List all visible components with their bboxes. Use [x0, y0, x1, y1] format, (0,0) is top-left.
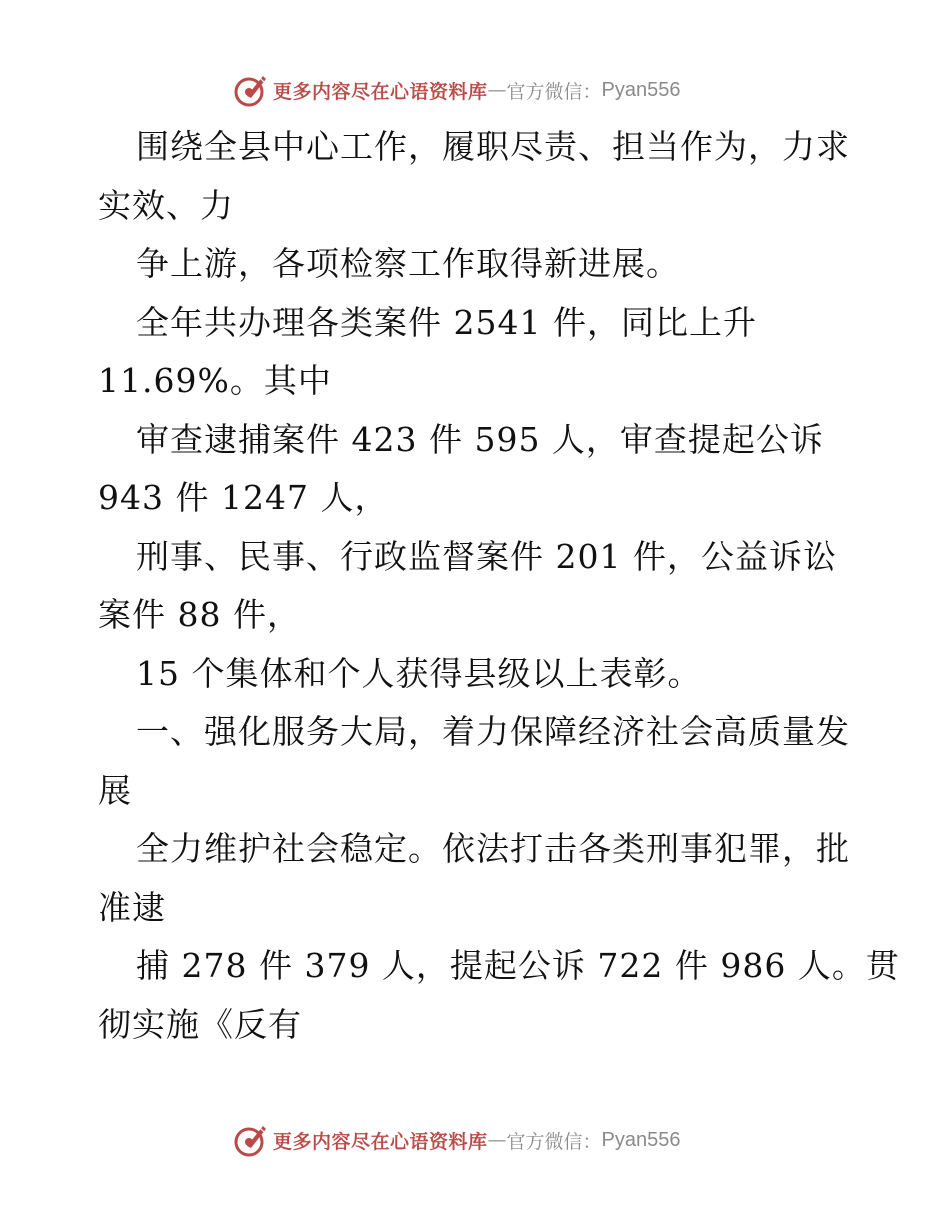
paragraph-line: 捕 278 件 379 人，提起公诉 722 件 986 人。贯 — [136, 946, 900, 985]
paragraph-line: 争上游，各项检察工作取得新进展。 — [136, 244, 680, 283]
paragraph-line: 围绕全县中心工作，履职尽责、担当作为，力求 — [136, 127, 850, 166]
paragraph-line: 15 个集体和个人获得县级以上表彰。 — [136, 653, 702, 693]
paragraph-line: 全力维护社会稳定。依法打击各类刑事犯罪，批 — [136, 829, 850, 868]
watermark-brand-text: 更多内容尽在心语资料库 — [273, 80, 488, 103]
watermark-dash: — — [487, 1129, 507, 1151]
document-body — [98, 118, 900, 1054]
watermark-wechat-label: 官方微信： — [506, 80, 602, 103]
watermark-wechat-label: 官方微信： — [506, 1130, 602, 1153]
quill-pen-circle-icon — [233, 1122, 269, 1158]
paragraph-line: 案件 88 件， — [98, 595, 301, 634]
section-heading-line: 展 — [98, 770, 132, 810]
paragraph-line: 彻实施《反有 — [98, 1004, 302, 1044]
watermark-wechat-id: Pyan556 — [601, 78, 681, 101]
paragraph-line: 刑事、民事、行政监督案件 201 件，公益诉讼 — [136, 536, 837, 576]
paragraph-line: 943 件 1247 人， — [98, 478, 389, 517]
footer-watermark — [233, 1120, 681, 1160]
header-watermark — [233, 70, 681, 110]
quill-pen-circle-icon — [233, 72, 269, 108]
watermark-brand-text: 更多内容尽在心语资料库 — [273, 1130, 488, 1153]
paragraph-line: 审查逮捕案件 423 件 595 人，审查提起公诉 — [136, 419, 824, 459]
paragraph-line: 11.69%。其中 — [98, 361, 332, 400]
paragraph-line: 全年共办理各类案件 2541 件，同比上升 — [136, 302, 757, 342]
section-heading-line: 一、强化服务大局，着力保障经济社会高质量发 — [136, 712, 850, 751]
watermark-wechat-id: Pyan556 — [601, 1128, 681, 1151]
paragraph-line: 实效、力 — [98, 185, 234, 225]
watermark-dash: — — [487, 79, 507, 101]
paragraph-line: 准逮 — [98, 887, 166, 927]
